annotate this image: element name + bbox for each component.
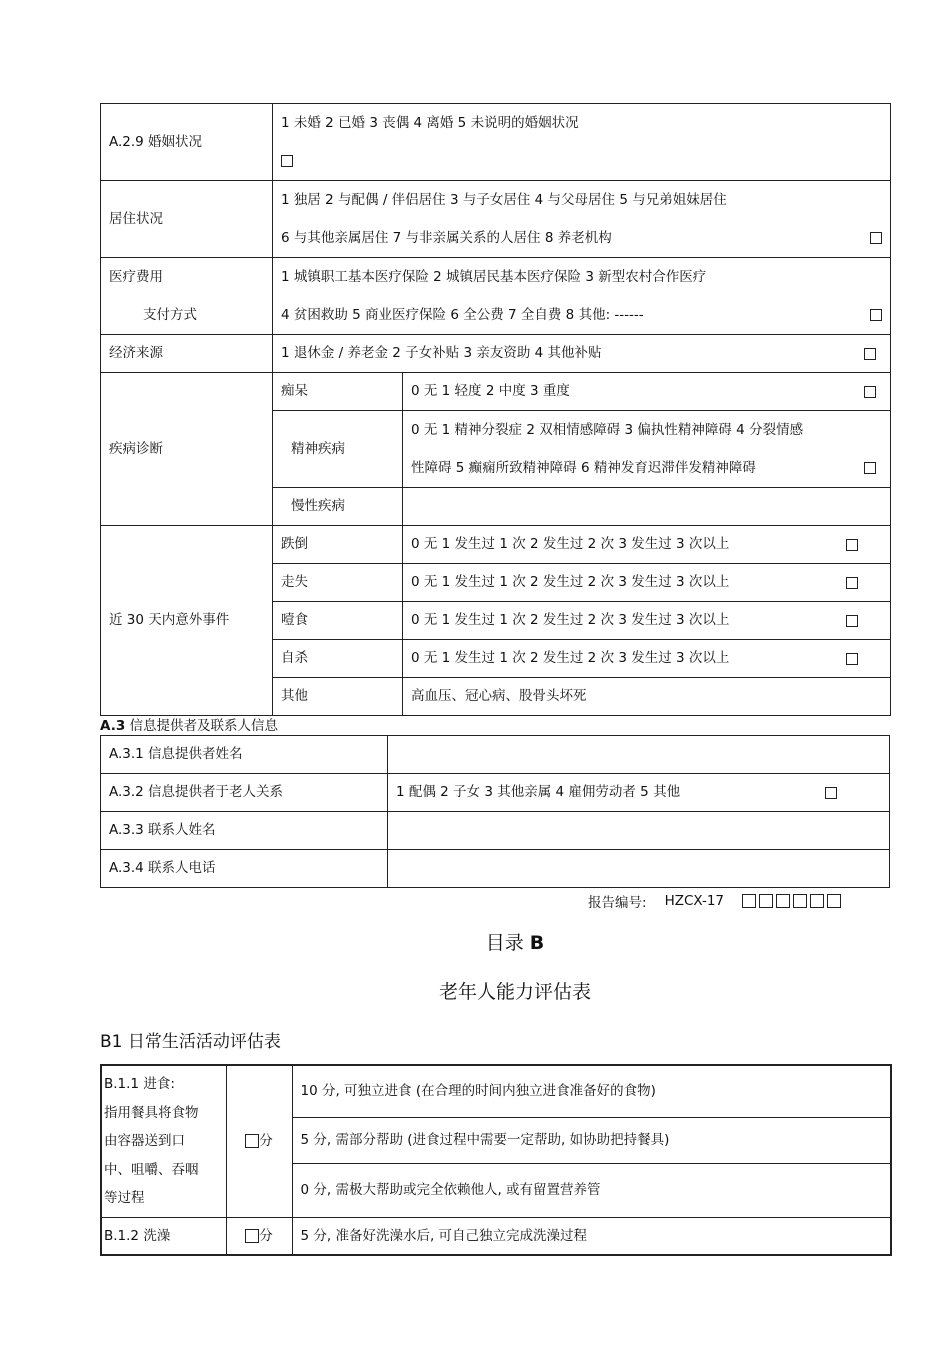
report-digit-box[interactable] [776, 894, 790, 908]
contact-row [101, 850, 890, 888]
living-checkbox[interactable] [870, 232, 882, 244]
medical-label-cell [101, 258, 273, 335]
contact-phone-label: A.3.4 联系人电话 [101, 850, 388, 888]
chronic-value[interactable] [403, 488, 891, 526]
accident-suicide-cell [403, 640, 891, 678]
contact-row [101, 812, 890, 850]
informant-name-value[interactable] [388, 736, 890, 774]
living-options-line1: 1 独居 2 与配偶 / 伴侣居住 3 与子女居住 4 与父母居住 5 与兄弟姐妹居住 [281, 191, 727, 208]
adl-table [100, 1064, 892, 1256]
living-label: 居住状况 [101, 181, 273, 258]
report-number [588, 891, 841, 911]
report-digit-box[interactable] [759, 894, 773, 908]
bathing-label: B.1.2 洗澡 [101, 1217, 226, 1255]
section-title: B1 日常生活活动评估表 [100, 1032, 281, 1052]
report-digit-box[interactable] [793, 894, 807, 908]
income-row [101, 335, 891, 373]
accident-lost-options: 0 无 1 发生过 1 次 2 发生过 2 次 3 发生过 3 次以上 [411, 574, 730, 591]
contact-row [101, 736, 890, 774]
marital-options: 1 未婚 2 已婚 3 丧偶 4 离婚 5 未说明的婚姻状况 [281, 114, 579, 131]
medical-options-cell [273, 258, 891, 335]
accident-lost-label: 走失 [273, 564, 403, 602]
accident-suicide-checkbox[interactable] [846, 653, 858, 665]
disease-label: 疾病诊断 [101, 373, 273, 526]
dementia-options: 0 无 1 轻度 2 中度 3 重度 [411, 383, 570, 400]
medical-options-line2: 4 贫困救助 5 商业医疗保险 6 全公费 7 全自费 8 其他: ------ [281, 306, 644, 323]
a3-heading-number: A.3 [100, 718, 126, 734]
accident-fall-checkbox[interactable] [846, 539, 858, 551]
report-digit-box[interactable] [742, 894, 756, 908]
mental-options-cell [403, 411, 891, 488]
contact-row [101, 774, 890, 812]
eating-label-line: 由容器送到口 [104, 1133, 185, 1149]
accident-fall-label: 跌倒 [273, 526, 403, 564]
accident-other-label: 其他 [273, 678, 403, 716]
accident-lost-checkbox[interactable] [846, 577, 858, 589]
marital-label: A.2.9 婚姻状况 [101, 104, 273, 181]
dementia-label: 痴呆 [273, 373, 403, 411]
dementia-options-cell [403, 373, 891, 411]
mental-checkbox[interactable] [864, 462, 876, 474]
bathing-score-box[interactable] [245, 1229, 259, 1243]
report-number-label: 报告编号: [588, 895, 647, 911]
accident-choke-options: 0 无 1 发生过 1 次 2 发生过 2 次 3 发生过 3 次以上 [411, 612, 730, 629]
living-options-line2: 6 与其他亲属居住 7 与非亲属关系的人居住 8 养老机构 [281, 229, 612, 246]
mental-label: 精神疾病 [273, 411, 403, 488]
eating-score-box[interactable] [245, 1134, 259, 1148]
a3-heading-text: 信息提供者及联系人信息 [129, 718, 279, 734]
basic-info-table [100, 103, 891, 716]
marital-checkbox[interactable] [281, 155, 293, 167]
medical-row [101, 258, 891, 335]
mental-options-line1: 0 无 1 精神分裂症 2 双相情感障碍 3 偏执性精神障碍 4 分裂情感 [411, 421, 804, 438]
accident-choke-label: 噎食 [273, 602, 403, 640]
contact-name-value[interactable] [388, 812, 890, 850]
a3-heading [100, 714, 278, 734]
accident-fall-options: 0 无 1 发生过 1 次 2 发生过 2 次 3 发生过 3 次以上 [411, 536, 730, 553]
eating-label-line: 等过程 [104, 1190, 145, 1206]
eating-label-line: 中、咀嚼、吞咽 [104, 1161, 199, 1178]
accident-fall-cell [403, 526, 891, 564]
contact-info-table [100, 735, 890, 888]
marital-options-cell [273, 104, 891, 181]
medical-label-1: 医疗费用 [109, 268, 163, 285]
appendix-title-letter: B [529, 932, 545, 954]
chronic-label: 慢性疾病 [273, 488, 403, 526]
eating-option-0: 0 分, 需极大帮助或完全依赖他人, 或有留置营养管 [292, 1164, 891, 1217]
adl-bathing-row [101, 1217, 891, 1255]
eating-option-5: 5 分, 需部分帮助 (进食过程中需要一定帮助, 如协助把持餐具) [292, 1117, 891, 1164]
eating-label-line: 指用餐具将食物 [104, 1104, 199, 1121]
informant-relation-cell [388, 774, 890, 812]
contact-phone-value[interactable] [388, 850, 890, 888]
medical-options-line1: 1 城镇职工基本医疗保险 2 城镇居民基本医疗保险 3 新型农村合作医疗 [281, 268, 707, 285]
report-digit-box[interactable] [810, 894, 824, 908]
accident-row [101, 526, 891, 564]
mental-options-line2: 性障碍 5 癫痫所致精神障碍 6 精神发育迟滞伴发精神障碍 [411, 459, 756, 476]
living-row [101, 181, 891, 258]
accident-suicide-options: 0 无 1 发生过 1 次 2 发生过 2 次 3 发生过 3 次以上 [411, 650, 730, 667]
informant-relation-options: 1 配偶 2 子女 3 其他亲属 4 雇佣劳动者 5 其他 [396, 784, 681, 801]
informant-relation-checkbox[interactable] [825, 787, 837, 799]
eating-score-unit: 分 [259, 1133, 273, 1150]
bathing-score-cell [226, 1217, 292, 1255]
accident-choke-checkbox[interactable] [846, 615, 858, 627]
informant-name-label: A.3.1 信息提供者姓名 [101, 736, 388, 774]
informant-relation-label: A.3.2 信息提供者于老人关系 [101, 774, 388, 812]
accident-other-value: 高血压、冠心病、股骨头坏死 [403, 678, 891, 716]
appendix-subtitle: 老年人能力评估表 [438, 981, 591, 1003]
adl-eating-row [101, 1065, 891, 1117]
eating-score-cell [226, 1065, 292, 1217]
accident-suicide-label: 自杀 [273, 640, 403, 678]
report-number-boxes [742, 894, 841, 908]
living-options-cell [273, 181, 891, 258]
income-checkbox[interactable] [864, 348, 876, 360]
appendix-title [0, 928, 950, 955]
eating-label-line: B.1.1 进食: [104, 1076, 175, 1092]
eating-option-10: 10 分, 可独立进食 (在合理的时间内独立进食准备好的食物) [292, 1065, 891, 1117]
medical-checkbox[interactable] [870, 309, 882, 321]
report-digit-box[interactable] [827, 894, 841, 908]
marital-row [101, 104, 891, 181]
accident-choke-cell [403, 602, 891, 640]
eating-label-cell [101, 1065, 226, 1217]
bathing-option-5: 5 分, 准备好洗澡水后, 可自己独立完成洗澡过程 [292, 1217, 891, 1255]
bathing-score-unit: 分 [259, 1227, 273, 1244]
dementia-checkbox[interactable] [864, 386, 876, 398]
dementia-row [101, 373, 891, 411]
appendix-title-text: 目录 [485, 932, 524, 954]
income-label: 经济来源 [101, 335, 273, 373]
contact-name-label: A.3.3 联系人姓名 [101, 812, 388, 850]
income-options: 1 退休金 / 养老金 2 子女补贴 3 亲友资助 4 其他补贴 [281, 345, 602, 362]
accident-label: 近 30 天内意外事件 [101, 526, 273, 716]
medical-label-2: 支付方式 [143, 306, 197, 323]
report-number-code: HZCX-17 [664, 893, 725, 909]
income-options-cell [273, 335, 891, 373]
accident-lost-cell [403, 564, 891, 602]
